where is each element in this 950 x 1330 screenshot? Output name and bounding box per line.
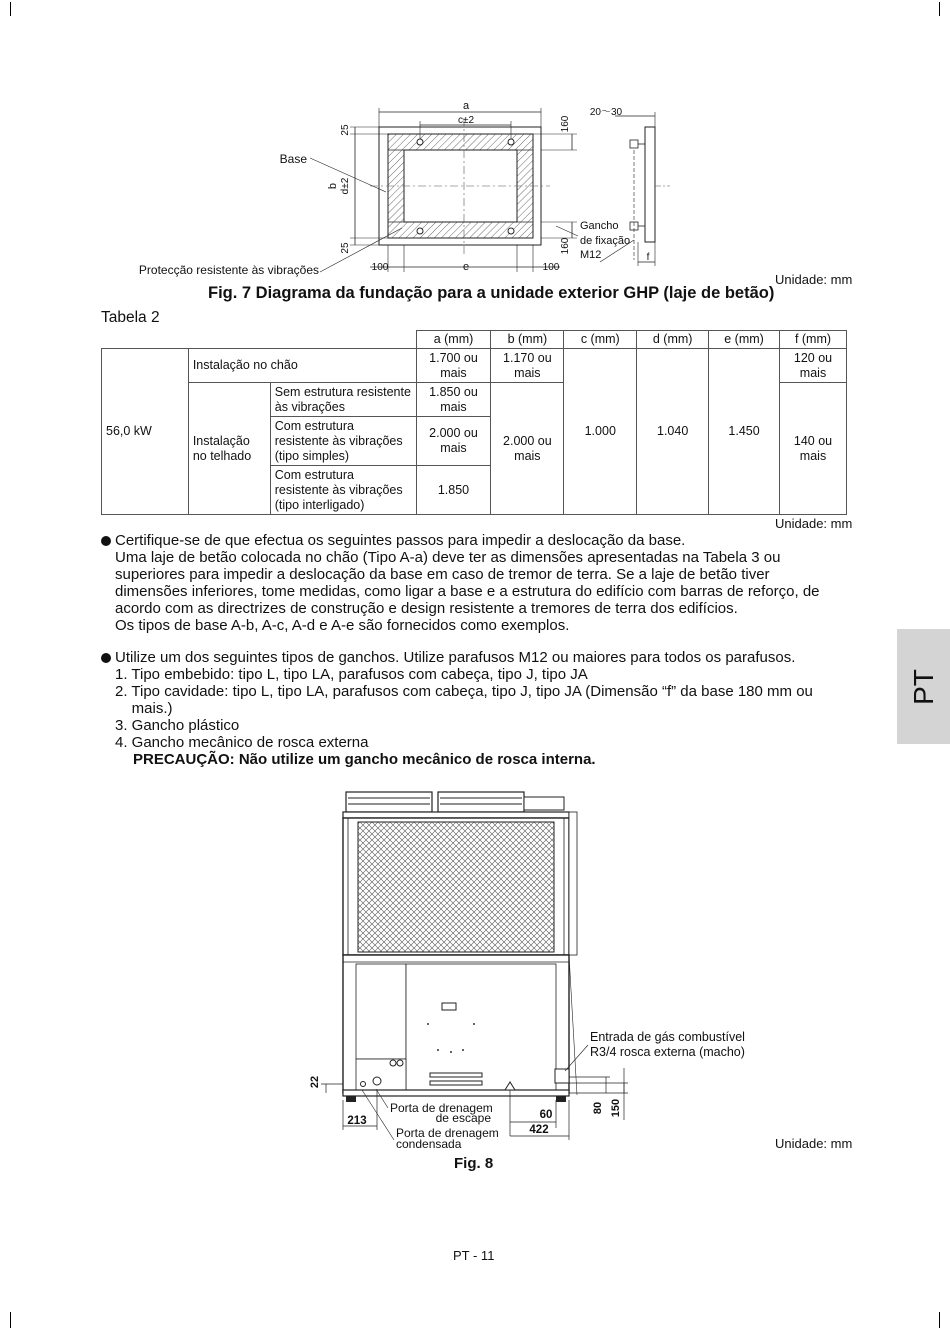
dim-bottom-25-label: 25 <box>340 242 351 254</box>
bullet-section-1 <box>101 532 861 634</box>
table2-unit: Unidade: mm <box>775 516 853 531</box>
exhaust-drain-label-line1: Porta de drenagem <box>390 1101 493 1115</box>
hook-label-line1: Gancho <box>580 220 619 232</box>
fig8-outdoor-unit-drawing <box>0 780 950 1160</box>
base-label: Base <box>279 152 307 166</box>
header-a: a (mm) <box>416 331 491 349</box>
header-f: f (mm) <box>780 331 847 349</box>
hook-type-item: 2. Tipo cavidade: tipo L, tipo LA, parafusos com cabeça, tipo J, tipo JA (Dimensão “f” da base 180 mm ou <box>115 683 813 700</box>
dim-b-label: b <box>327 182 339 190</box>
dim-20-30-label: 20〜30 <box>589 107 623 118</box>
bullet-section-2 <box>101 649 861 768</box>
dim-22-label: 22 <box>309 1075 321 1089</box>
dim-80-label: 80 <box>592 1101 604 1115</box>
bullet-1-line: Uma laje de betão colocada no chão (Tipo A-a) deve ter as dimensões apresentadas na Tabela 3 ou <box>115 549 781 566</box>
exhaust-drain-label-line2: de escape <box>435 1111 491 1125</box>
d-value-cell: 1.040 <box>637 349 709 515</box>
page-number: PT - 11 <box>453 1248 495 1263</box>
roof-sub-row-2: Com estrutura resistente às vibrações (tipo simples) <box>270 417 416 466</box>
a-floor-cell: 1.700 ou mais <box>416 349 491 383</box>
bullet-dot-icon <box>101 653 111 663</box>
table-row <box>102 349 847 383</box>
hook-label-line2: de fixação <box>580 235 631 247</box>
bullet-1-line: Os tipos de base A-b, A-c, A-d e A-e são fornecidos como exemplos. <box>115 617 570 634</box>
hook-type-item: 3. Gancho plástico <box>115 717 240 734</box>
hook-type-item: mais.) <box>115 700 173 717</box>
hook-label-line3: M12 <box>580 249 602 261</box>
table-header-row <box>102 331 847 349</box>
b-roof-cell: 2.000 ou mais <box>491 383 564 515</box>
floor-install-cell: Instalação no chão <box>188 349 416 383</box>
header-e: e (mm) <box>709 331 780 349</box>
bullet-1-text: Certifique-se de que efectua os seguintes passos para impedir a deslocação da base. <box>115 532 686 549</box>
language-tab-label: PT <box>907 668 939 705</box>
hook-type-item: 1. Tipo embebido: tipo L, tipo LA, parafusos com cabeça, tipo J, tipo JA <box>115 666 588 683</box>
header-d: d (mm) <box>637 331 709 349</box>
roof-sub-row-1: Sem estrutura resistente às vibrações <box>270 383 416 417</box>
fig7-unit: Unidade: mm <box>775 272 853 287</box>
a-roof-3-cell: 1.850 <box>416 466 491 515</box>
dim-bottom-160-label: 160 <box>560 237 571 255</box>
dim-right-100-label: 100 <box>542 262 560 273</box>
dim-213-label: 213 <box>347 1115 367 1127</box>
fig7-caption: Fig. 7 Diagrama da fundação para a unidade exterior GHP (laje de betão) <box>208 284 775 302</box>
bullet-2-text: Utilize um dos seguintes tipos de ganchos. Utilize parafusos M12 ou maiores para todos os parafusos. <box>115 649 796 666</box>
condensate-drain-label-line1: Porta de drenagem <box>396 1126 499 1140</box>
e-value-cell: 1.450 <box>709 349 780 515</box>
language-side-tab <box>897 629 950 744</box>
fig8-caption: Fig. 8 <box>454 1155 494 1172</box>
dim-d-label: d±2 <box>340 177 351 195</box>
fig7-foundation-diagram <box>0 0 950 300</box>
bullet-2 <box>101 649 861 666</box>
dim-f-label: f <box>646 252 650 263</box>
dim-422-label: 422 <box>529 1124 549 1136</box>
crop-mark <box>10 1312 11 1328</box>
a-roof-1-cell: 1.850 ou mais <box>416 383 491 417</box>
dim-top-25-label: 25 <box>340 124 351 136</box>
bullet-1 <box>101 532 861 549</box>
a-roof-2-cell: 2.000 ou mais <box>416 417 491 466</box>
f-floor-cell: 120 ou mais <box>780 349 847 383</box>
dim-150-label: 150 <box>610 1098 622 1118</box>
roof-sub-row-3: Com estrutura resistente às vibrações (tipo interligado) <box>270 466 416 515</box>
fig8-unit: Unidade: mm <box>775 1136 853 1151</box>
dim-top-160-label: 160 <box>560 115 571 133</box>
bullet-1-line: acordo com as directrizes de construção e design resistente a tremores de terra dos edifícios. <box>115 600 738 617</box>
b-floor-cell: 1.170 ou mais <box>491 349 564 383</box>
f-roof-cell: 140 ou mais <box>780 383 847 515</box>
caution-text: PRECAUÇÃO: Não utilize um gancho mecânico de rosca interna. <box>133 751 596 768</box>
dim-left-100-label: 100 <box>371 262 389 273</box>
condensate-drain-label-line2: condensada <box>396 1137 462 1151</box>
c-value-cell: 1.000 <box>564 349 637 515</box>
gas-inlet-label-line1: Entrada de gás combustível <box>590 1030 745 1044</box>
dim-c-label: c±2 <box>457 115 475 126</box>
hook-type-item: 4. Gancho mecânico de rosca externa <box>115 734 369 751</box>
header-b: b (mm) <box>491 331 564 349</box>
dim-60-label: 60 <box>539 1109 553 1121</box>
bullet-dot-icon <box>101 536 111 546</box>
gas-inlet-label-line2: R3/4 rosca externa (macho) <box>590 1045 745 1059</box>
table2 <box>101 330 847 515</box>
crop-mark <box>939 1312 940 1328</box>
bullet-1-line: dimensões inferiores, tome medidas, como ligar a base e a estrutura do edifício com barras de reforço, de <box>115 583 820 600</box>
dim-e-label: e <box>462 261 470 273</box>
vibration-protection-label: Protecção resistente às vibrações <box>138 263 319 277</box>
roof-install-cell: Instalação no telhado <box>188 383 270 515</box>
header-c: c (mm) <box>564 331 637 349</box>
dim-a-label: a <box>462 100 470 112</box>
power-cell: 56,0 kW <box>102 349 189 515</box>
bullet-1-line: superiores para impedir a deslocação da base em caso de tremor de terra. Se a laje de betão tiver <box>115 566 770 583</box>
table2-title: Tabela 2 <box>101 309 160 326</box>
